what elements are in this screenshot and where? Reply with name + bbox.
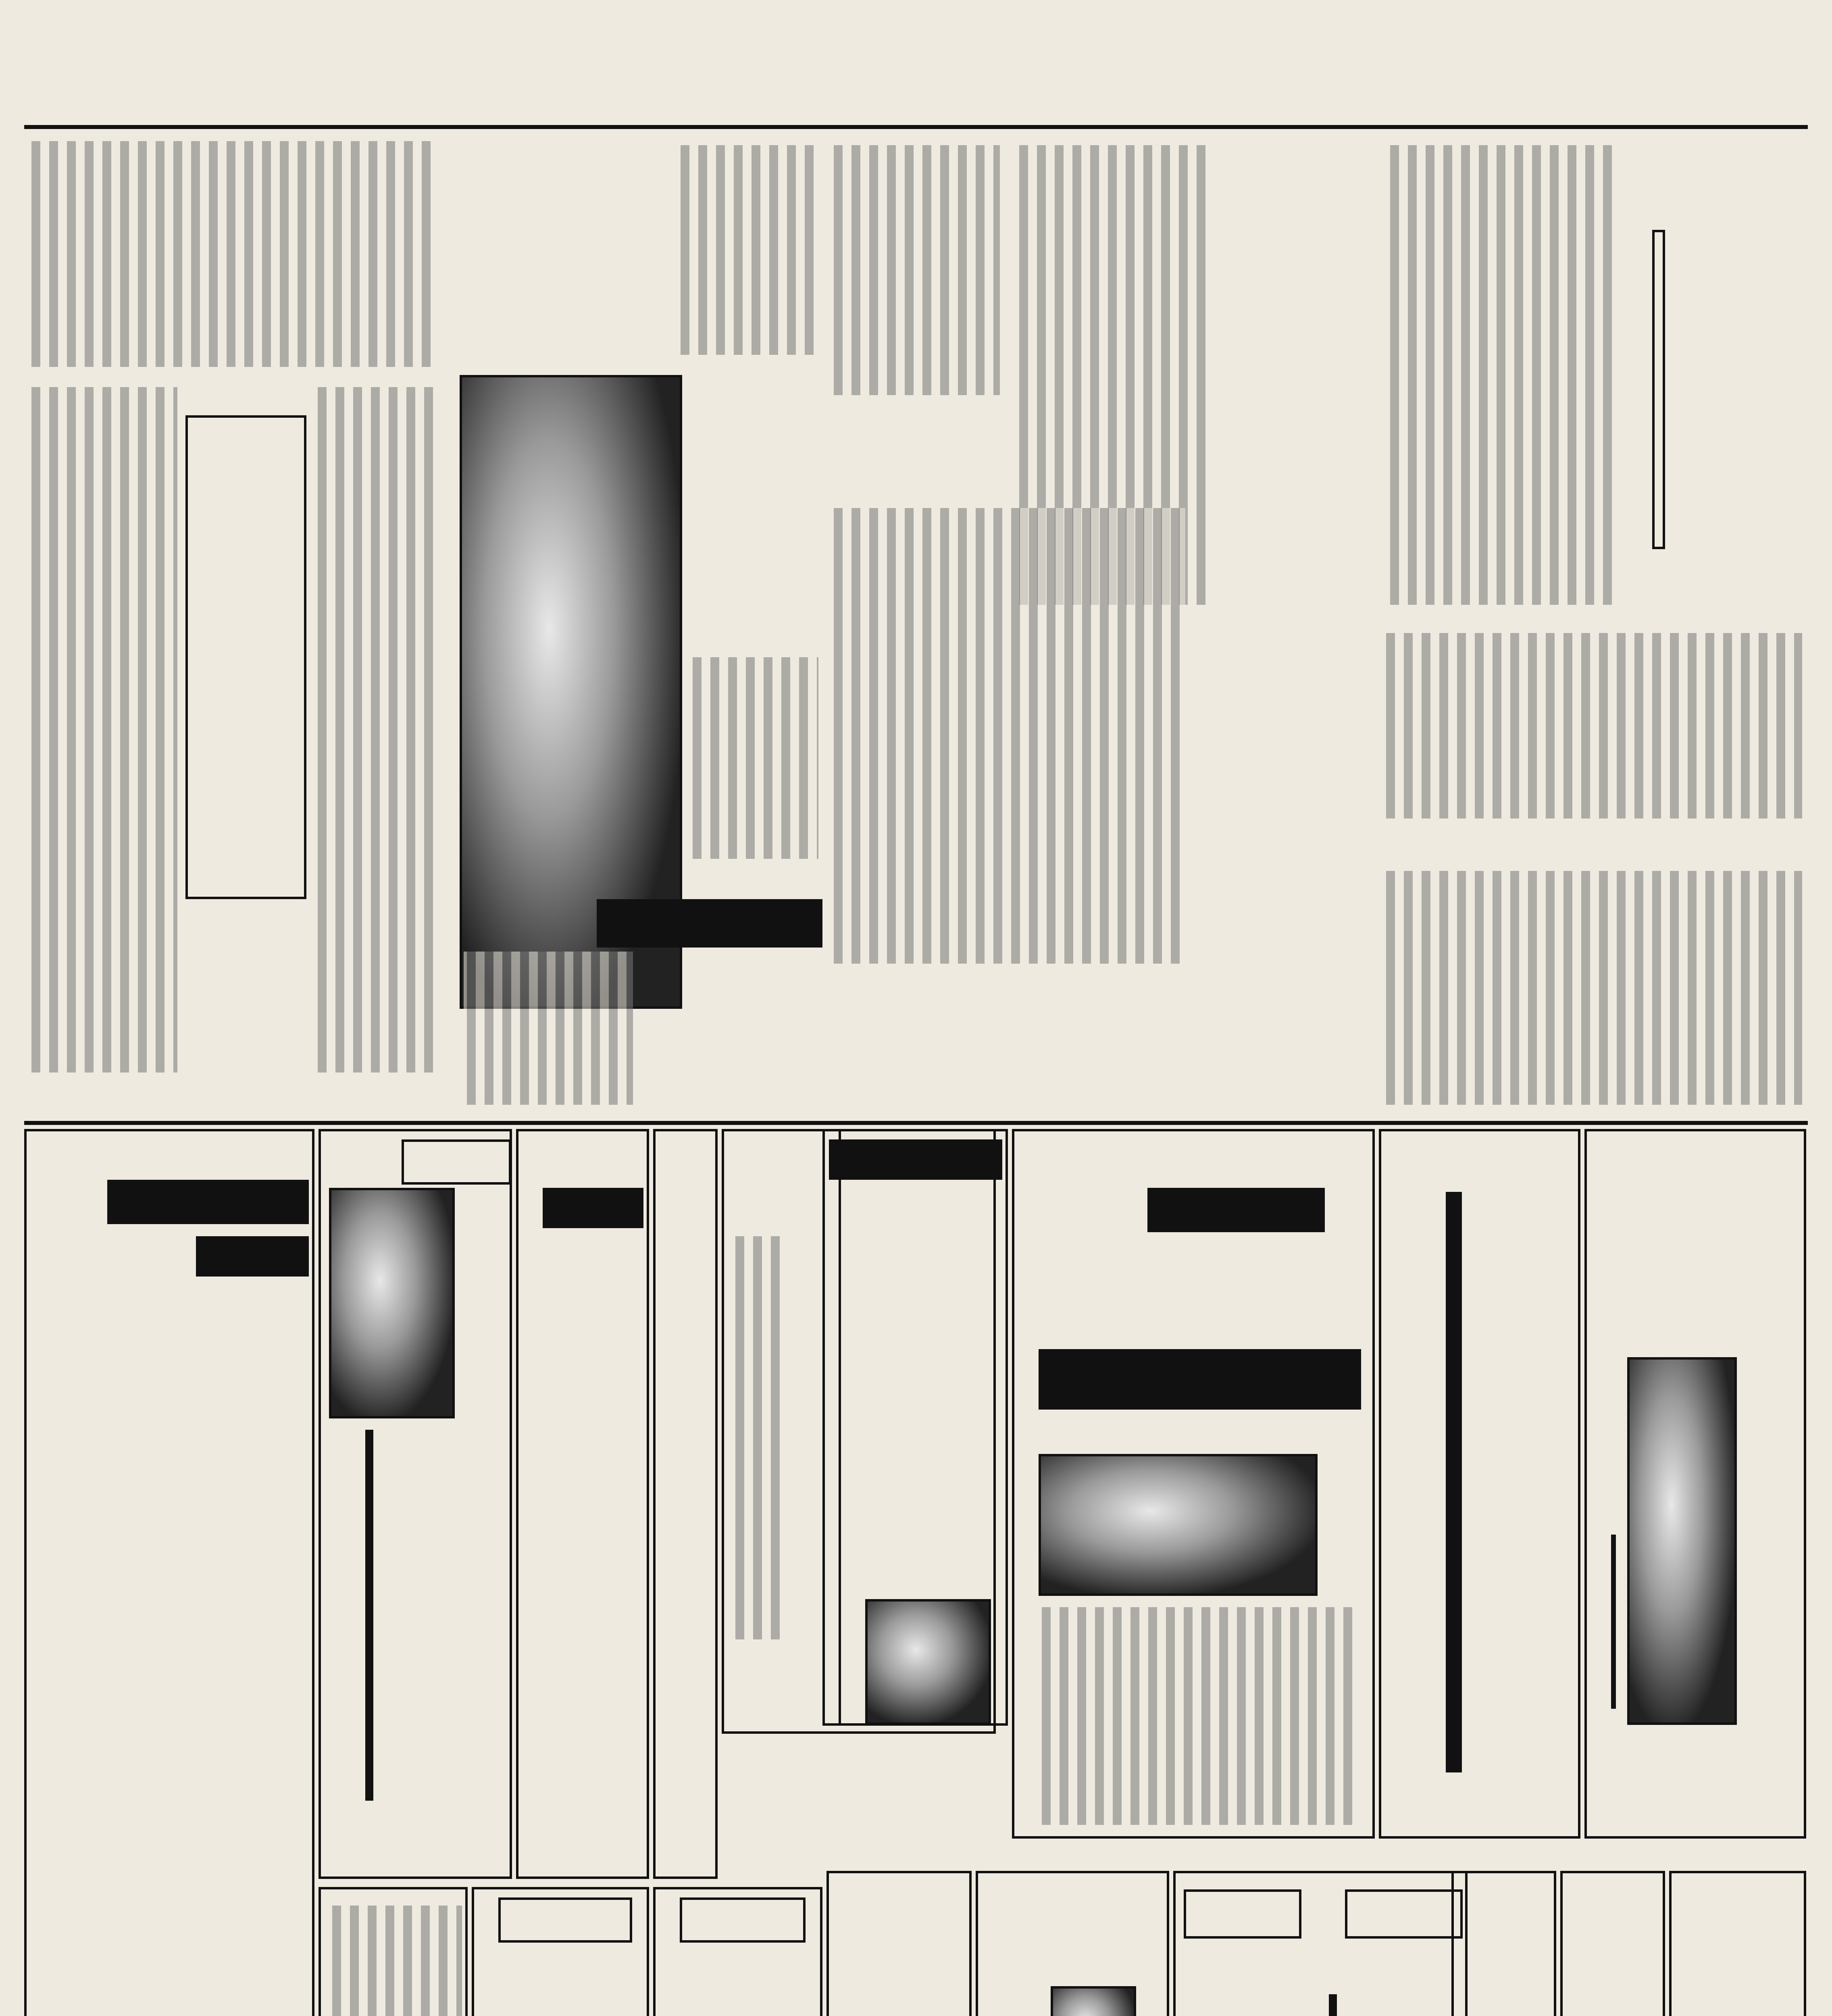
article-body [831,145,1000,395]
ad-huanqiu [653,1887,822,2016]
ad-copy [1039,1607,1361,1825]
theatre-name [1184,1889,1301,1939]
article-xiluo [685,375,822,867]
article-body [1387,145,1613,605]
ad-dream-wife [839,1129,1008,1726]
article-vet [867,927,988,1129]
ad-first-love [1669,1871,1806,2016]
ad-photo-couple [329,1188,455,1418]
ad-title [365,1430,373,1801]
essay-title-box [185,415,306,899]
article-body [464,952,633,1105]
ad-photo-man [1627,1357,1737,1725]
ad-weekend [653,1129,718,1879]
section-divider [24,1121,1808,1125]
article-labor-home [1379,137,1806,613]
ad-new-world [24,1129,314,2016]
article-bus [826,137,1004,500]
article-quack [460,899,822,1113]
ad-international [319,1129,512,1879]
theatre-name [889,1139,1002,1180]
ad-dahua [516,1129,649,1879]
article-body [689,657,818,859]
ad-meili [976,1871,1169,2016]
theatre-name [1147,1188,1325,1232]
ad-sins-of-jezebel [319,1887,468,2016]
article-body-3 [314,387,439,1073]
article-notes-column [1379,629,1806,1113]
ad-copy [329,1906,462,2016]
article-body-2 [1383,871,1802,1105]
theatre-name-2 [1345,1889,1463,1939]
article-body [677,145,818,355]
article-body [28,141,439,367]
ad-title [1446,1192,1462,1772]
ad-moulin-rouge [1584,1129,1806,1839]
article-title [597,899,822,948]
ad-photo [1051,1986,1136,2016]
theatre-name [680,1897,806,1943]
ad-title [1329,1994,1337,2016]
article-title [1669,169,1794,573]
theatre-name-2 [196,1236,309,1277]
article-fishermen [927,605,1089,968]
article-subtitle [1652,230,1665,549]
ad-diyi [1173,1871,1468,2016]
ad-meiguo [1379,1129,1580,1839]
theatre-name [107,1180,309,1224]
theatre-name [543,1188,643,1228]
ad-title [1611,1535,1616,1709]
ad-baotai [1012,1129,1375,1839]
ad-hongmou [472,1887,649,2016]
article-body-2 [28,387,177,1073]
article-chen [1193,629,1363,1008]
ad-photo [1039,1454,1318,1596]
ad-wanguo [1451,1871,1556,2016]
article-tainan [452,137,822,363]
ad-title [1039,1349,1361,1410]
ad-photo [865,1599,991,1725]
ad-wanguo-news [1560,1871,1665,2016]
article-essay [24,137,443,1105]
newspaper-title [710,69,1193,129]
ad-daguan [826,1871,972,2016]
article-body [1383,633,1802,818]
ad-title [43,1535,269,2016]
theatre-name [402,1139,511,1185]
masthead [24,69,1808,129]
ad-copy [732,1236,781,1639]
theatre-name [498,1897,632,1943]
